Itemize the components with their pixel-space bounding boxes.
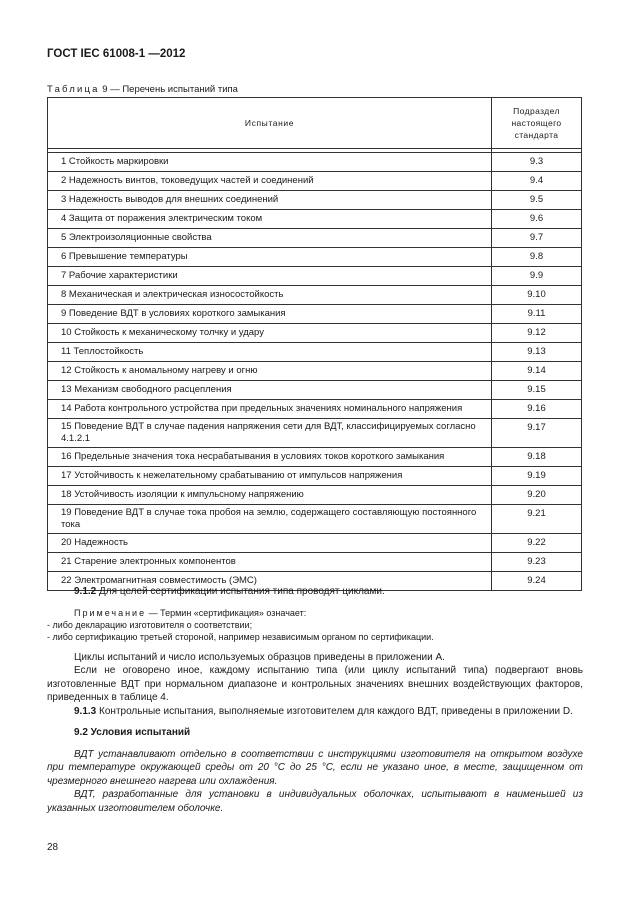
test-name-cell: 7 Рабочие характеристики bbox=[48, 267, 492, 286]
section-cell: 9.5 bbox=[492, 191, 582, 210]
paragraph-9-1-3 bbox=[47, 705, 583, 719]
paragraph-9-1-3-text: Контрольные испытания, выполняемые изготовителем для каждого ВДТ, приведены в приложении D. bbox=[96, 705, 573, 717]
test-name-cell: 9 Поведение ВДТ в условиях короткого замыкания bbox=[48, 305, 492, 324]
section-cell: 9.16 bbox=[492, 400, 582, 419]
note-block bbox=[47, 607, 583, 643]
section-cell: 9.4 bbox=[492, 172, 582, 191]
section-cell: 9.19 bbox=[492, 467, 582, 486]
table-row bbox=[48, 448, 582, 467]
section-cell: 9.17 bbox=[492, 419, 582, 448]
test-name-cell: 3 Надежность выводов для внешних соединений bbox=[48, 191, 492, 210]
note-title bbox=[47, 607, 583, 619]
note-title-text: — Термин «сертификация» означает: bbox=[146, 607, 307, 618]
test-name-cell: 18 Устойчивость изоляции к импульсному напряжению bbox=[48, 486, 492, 505]
section-cell: 9.11 bbox=[492, 305, 582, 324]
column-header-test: Испытание bbox=[48, 98, 492, 149]
paragraph-9-1-2 bbox=[47, 585, 583, 599]
section-cell: 9.13 bbox=[492, 343, 582, 362]
test-name-cell: 4 Защита от поражения электрическим током bbox=[48, 210, 492, 229]
section-heading-9-2: 9.2 Условия испытаний bbox=[74, 727, 191, 738]
test-name-cell: 5 Электроизоляционные свойства bbox=[48, 229, 492, 248]
section-cell: 9.20 bbox=[492, 486, 582, 505]
paragraph-cycles: Циклы испытаний и число используемых образцов приведены в приложении А. bbox=[74, 651, 445, 663]
table-row bbox=[48, 153, 582, 172]
document-header: ГОСТ IEC 61008-1 —2012 bbox=[47, 48, 186, 60]
section-cell: 9.15 bbox=[492, 381, 582, 400]
paragraph-installation: ВДТ устанавливают отдельно в соответствии с инструкциями изготовителя на открытом воздухе при температуре окружающей среды от 20 °С до 25 °С, если не указано иное, в месте, защищенном от чрезмерного внешнего нагрева или охлаждения. bbox=[47, 748, 583, 787]
table-caption-title: 9 — Перечень испытаний типа bbox=[99, 84, 238, 95]
section-cell: 9.6 bbox=[492, 210, 582, 229]
section-cell: 9.10 bbox=[492, 286, 582, 305]
table-row bbox=[48, 467, 582, 486]
table-caption bbox=[47, 84, 238, 95]
table-header-row bbox=[48, 98, 582, 149]
table-row bbox=[48, 248, 582, 267]
test-name-cell: 13 Механизм свободного расцепления bbox=[48, 381, 492, 400]
test-name-cell: 19 Поведение ВДТ в случае тока пробоя на землю, содержащего составляющую постоянного тока bbox=[48, 505, 492, 534]
table-row bbox=[48, 267, 582, 286]
test-name-cell: 8 Механическая и электрическая износостойкость bbox=[48, 286, 492, 305]
table-row bbox=[48, 505, 582, 534]
table-row bbox=[48, 324, 582, 343]
test-name-cell: 10 Стойкость к механическому толчку и удару bbox=[48, 324, 492, 343]
test-name-cell: 14 Работа контрольного устройства при предельных значениях номинального напряжения bbox=[48, 400, 492, 419]
note-line-2: - либо сертификацию третьей стороной, например независимым органом по сертификации. bbox=[47, 631, 434, 642]
test-name-cell: 21 Старение электронных компонентов bbox=[48, 553, 492, 572]
table-row bbox=[48, 229, 582, 248]
paragraph-unless: Если не оговорено иное, каждому испытанию типа (или циклу испытаний типа) подвергают вновь изготовленные ВДТ при нормальном диапазоне и контрольных значениях внешних воздействующих факторов, приведенных в таблице 4. bbox=[47, 665, 583, 703]
clause-number-9-1-2: 9.1.2 bbox=[74, 586, 97, 597]
section-cell: 9.18 bbox=[492, 448, 582, 467]
clause-number-9-1-3: 9.1.3 bbox=[74, 705, 97, 717]
section-cell: 9.8 bbox=[492, 248, 582, 267]
section-cell: 9.9 bbox=[492, 267, 582, 286]
table-row bbox=[48, 381, 582, 400]
table-row bbox=[48, 343, 582, 362]
test-name-cell: 16 Предельные значения тока несрабатывания в условиях токов короткого замыкания bbox=[48, 448, 492, 467]
test-name-cell: 12 Стойкость к аномальному нагреву и огню bbox=[48, 362, 492, 381]
table-row bbox=[48, 553, 582, 572]
test-name-cell: 20 Надежность bbox=[48, 534, 492, 553]
test-name-cell: 6 Превышение температуры bbox=[48, 248, 492, 267]
table-row bbox=[48, 362, 582, 381]
test-name-cell: 15 Поведение ВДТ в случае падения напряжения сети для ВДТ, классифицируемых согласно 4.1.2.1 bbox=[48, 419, 492, 448]
paragraph-enclosures: ВДТ, разработанные для установки в индивидуальных оболочках, испытывают в наименьшей из указанных изготовителем оболочке. bbox=[47, 789, 583, 814]
paragraph-9-1-2-text: Для целей сертификации испытания типа проводят циклами. bbox=[96, 586, 385, 597]
table-caption-label: Таблица bbox=[47, 84, 100, 95]
table-row bbox=[48, 191, 582, 210]
section-cell: 9.23 bbox=[492, 553, 582, 572]
table-row bbox=[48, 286, 582, 305]
tests-table bbox=[47, 97, 582, 591]
table-row bbox=[48, 419, 582, 448]
section-cell: 9.3 bbox=[492, 153, 582, 172]
test-name-cell: 22 Электромагнитная совместимость (ЭМС) bbox=[48, 572, 492, 591]
table-row bbox=[48, 400, 582, 419]
note-line-1: - либо декларацию изготовителя о соответствии; bbox=[47, 619, 253, 630]
table-row bbox=[48, 210, 582, 229]
table-row bbox=[48, 305, 582, 324]
table-row bbox=[48, 486, 582, 505]
test-name-cell: 2 Надежность винтов, токоведущих частей и соединений bbox=[48, 172, 492, 191]
page-number: 28 bbox=[47, 842, 59, 853]
section-cell: 9.14 bbox=[492, 362, 582, 381]
column-header-section: Подраздел настоящего стандарта bbox=[492, 98, 582, 149]
section-cell: 9.24 bbox=[492, 572, 582, 591]
body-text bbox=[47, 585, 583, 815]
table-body bbox=[48, 153, 582, 591]
table-row bbox=[48, 534, 582, 553]
section-cell: 9.21 bbox=[492, 505, 582, 534]
test-name-cell: 17 Устойчивость к нежелательному срабатыванию от импульсов напряжения bbox=[48, 467, 492, 486]
section-cell: 9.7 bbox=[492, 229, 582, 248]
test-name-cell: 11 Теплостойкость bbox=[48, 343, 492, 362]
section-cell: 9.12 bbox=[492, 324, 582, 343]
section-cell: 9.22 bbox=[492, 534, 582, 553]
note-label: Примечание bbox=[74, 607, 147, 618]
table-row bbox=[48, 172, 582, 191]
test-name-cell: 1 Стойкость маркировки bbox=[48, 153, 492, 172]
